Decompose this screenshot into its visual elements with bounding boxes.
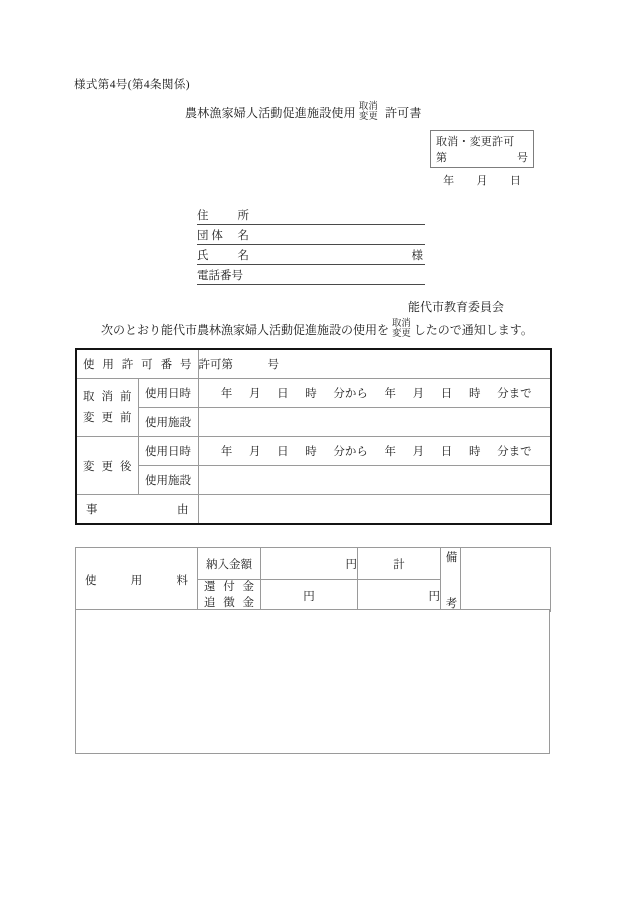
title-stack-bottom: 変更	[358, 111, 378, 122]
table-row-reason	[76, 495, 551, 525]
field-address-label-a: 住	[197, 210, 209, 222]
dt-b-6: 月	[412, 388, 425, 400]
table-row-permit-number	[76, 349, 551, 379]
before-label-line2	[77, 408, 138, 428]
dt-b-2: 日	[277, 388, 289, 400]
title-cancel-change-stack	[359, 103, 378, 122]
permit-date-year: 年	[443, 175, 455, 187]
body-cancel-change-stack	[392, 320, 411, 339]
issuer-name: 能代市教育委員会	[408, 300, 505, 314]
table-row-before-facility	[76, 408, 551, 437]
document-title-main: 農林漁家婦人活動促進施設使用	[185, 106, 356, 121]
dt-a-4: 分から	[333, 446, 368, 458]
cell-after-facility-value[interactable]	[198, 466, 551, 495]
permit-details-table	[75, 348, 552, 525]
body-sentence-after: したので通知します。	[413, 323, 533, 338]
dt-b-0: 年	[220, 388, 233, 400]
dt-a-3: 時	[305, 446, 317, 458]
pn-l-a: 使	[83, 359, 95, 371]
cell-permit-number-label	[76, 349, 198, 379]
cell-before-datetime-value[interactable]	[198, 379, 551, 408]
cell-reason-value[interactable]	[198, 495, 551, 525]
cell-surcharge-amount[interactable]: 円	[358, 580, 441, 612]
cell-after-datetime-value[interactable]	[198, 437, 551, 466]
cell-refund-surcharge-label	[198, 580, 261, 612]
dt-a-7: 日	[440, 446, 453, 458]
permit-date-month: 月	[476, 175, 488, 187]
cell-refund-amount[interactable]: 円	[261, 580, 358, 612]
field-address-label-b: 所	[237, 210, 249, 222]
pn-l-e: 番	[160, 359, 173, 371]
dt-b-7: 日	[440, 388, 453, 400]
sc-c: 金	[242, 596, 254, 609]
dt-a-2: 日	[277, 446, 289, 458]
pn-l-c: 許	[121, 359, 134, 371]
dt-a-1: 月	[248, 446, 261, 458]
before-datetime-parts	[199, 385, 551, 401]
remarks-top: 備	[444, 551, 457, 563]
field-phone[interactable]	[197, 265, 425, 285]
bl1-a: 取	[83, 391, 95, 404]
applicant-fields	[197, 205, 425, 285]
bl2-c: 前	[120, 411, 132, 424]
dt-a-0: 年	[220, 446, 233, 458]
rf-c: 金	[242, 581, 254, 593]
cell-before-datetime-label: 使用日時	[138, 379, 198, 408]
title-stack-top: 取消	[358, 102, 378, 112]
cell-after-facility-label: 使用施設	[138, 466, 198, 495]
refund-label	[204, 580, 254, 596]
table-row-after-datetime	[76, 437, 551, 466]
body-sentence-before: 次のとおり能代市農林漁家婦人活動促進施設の使用を	[101, 323, 390, 338]
pn-l-b: 用	[102, 359, 114, 371]
dt-a-6: 月	[412, 446, 425, 458]
permit-date-line	[432, 172, 532, 188]
form-code: 様式第4号(第4条関係)	[74, 79, 190, 91]
remarks-bottom: 考	[444, 596, 457, 609]
cell-total-label: 計	[358, 548, 441, 580]
dt-a-9: 分まで	[497, 446, 532, 458]
cell-payment-label: 納入金額	[198, 548, 261, 580]
table-row-after-facility	[76, 466, 551, 495]
bl1-c: 前	[120, 391, 132, 404]
before-label-stack	[77, 379, 138, 436]
notes-area[interactable]	[75, 609, 550, 754]
body-sentence	[101, 320, 533, 339]
bl2-b: 更	[101, 411, 113, 424]
usage-fee-table	[75, 547, 551, 612]
field-organization-label	[197, 227, 249, 244]
cell-remarks-value[interactable]	[461, 548, 551, 612]
dt-a-8: 時	[468, 446, 481, 458]
cell-before-facility-label: 使用施設	[138, 408, 198, 437]
fl-a: 使	[85, 574, 97, 587]
body-stack-top: 取消	[392, 319, 411, 329]
al-c: 後	[120, 460, 132, 473]
pn-l-f: 号	[179, 359, 192, 371]
dt-b-8: 時	[468, 388, 481, 400]
permit-box-heading: 取消・変更許可	[436, 136, 515, 148]
field-name-label-b: 名	[237, 250, 249, 262]
permit-box-number-prefix: 第	[436, 152, 447, 164]
sc-a: 追	[204, 596, 216, 609]
rf-b: 付	[223, 581, 235, 593]
rl-b: 由	[177, 504, 189, 516]
field-address-label	[197, 207, 249, 224]
field-name-label-a: 氏	[197, 250, 209, 262]
dt-b-1: 月	[248, 388, 261, 400]
body-stack-bottom: 変更	[392, 328, 411, 339]
dt-b-3: 時	[305, 388, 317, 400]
cell-after-label	[76, 437, 138, 495]
document-title	[185, 103, 422, 122]
pn-l-d: 可	[141, 359, 153, 371]
rf-a: 還	[204, 581, 216, 593]
al-a: 変	[83, 460, 95, 473]
cell-remarks-label	[441, 548, 461, 612]
cell-before-label	[76, 379, 138, 437]
rl-a: 事	[86, 504, 98, 516]
cell-payment-amount[interactable]: 円	[261, 548, 358, 580]
cell-before-facility-value[interactable]	[198, 408, 551, 437]
fl-c: 料	[176, 574, 188, 587]
bl1-b: 消	[101, 391, 113, 404]
field-organization[interactable]	[197, 225, 425, 245]
permit-box-number-suffix: 号	[517, 152, 528, 164]
table-row-before-datetime	[76, 379, 551, 408]
dt-b-5: 年	[384, 388, 397, 400]
cell-after-datetime-label: 使用日時	[138, 437, 198, 466]
al-b: 更	[101, 460, 113, 473]
after-label	[77, 458, 138, 474]
dt-b-9: 分まで	[497, 388, 532, 400]
remarks-label	[443, 548, 459, 611]
permit-number-box	[430, 130, 534, 168]
field-organization-label-b: 名	[237, 230, 249, 242]
before-label-line1	[77, 387, 138, 407]
dt-b-4: 分から	[333, 388, 368, 400]
field-organization-label-a: 団 体	[197, 230, 223, 242]
after-datetime-parts	[199, 443, 551, 459]
field-name[interactable]	[197, 245, 425, 265]
fl-b: 用	[130, 574, 143, 587]
dt-a-5: 年	[384, 446, 397, 458]
field-phone-label: 電話番号	[197, 270, 243, 282]
fee-label	[76, 572, 197, 588]
cell-reason-label	[76, 495, 198, 525]
field-name-honorific: 様	[411, 250, 423, 262]
field-address[interactable]	[197, 205, 425, 225]
document-title-tail: 許可書	[384, 106, 422, 121]
reason-label	[77, 501, 198, 517]
fee-row-payment	[76, 548, 551, 580]
permit-date-day: 日	[509, 175, 521, 187]
cell-fee-label	[76, 548, 198, 612]
sc-b: 徴	[223, 596, 235, 609]
field-name-label	[197, 247, 249, 264]
bl2-a: 変	[83, 411, 95, 424]
permit-number-label	[77, 356, 198, 372]
refund-surcharge-label	[198, 580, 260, 611]
cell-permit-number-value[interactable]: 許可第 号	[198, 349, 551, 379]
